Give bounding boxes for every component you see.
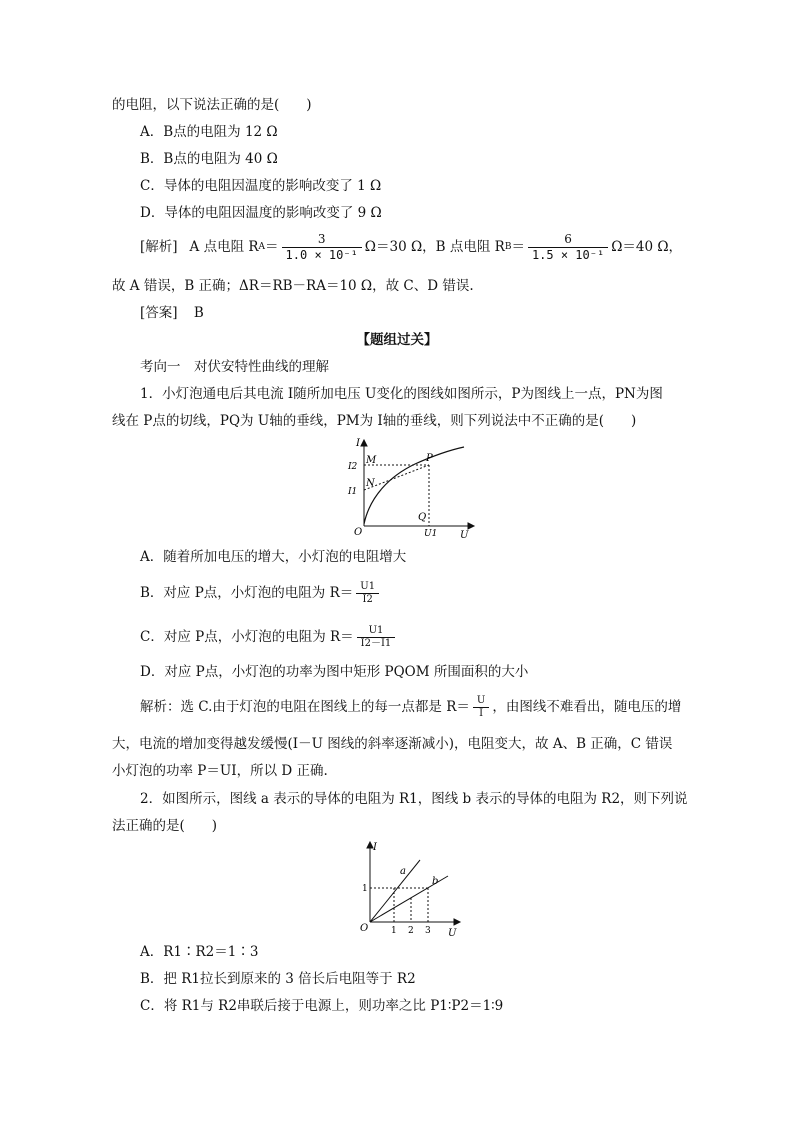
prev-question-stem: 的电阻，以下说法正确的是( ) — [112, 97, 312, 113]
q1-stem-line1: 1．小灯泡通电后其电流 I随所加电压 U变化的图线如图所示，P为图线上一点，PN为图 — [140, 386, 663, 402]
answer-label: [答案] — [140, 305, 178, 321]
prev-option-c: C．导体的电阻因温度的影响改变了 1 Ω — [140, 178, 382, 194]
topic-heading: 考向一 对伏安特性曲线的理解 — [140, 359, 329, 375]
q1-solution-fraction — [473, 695, 489, 720]
q2-tick-x2: 2 — [408, 926, 414, 936]
i-axis-arrow — [361, 440, 367, 446]
fraction-b-denominator: 1.5 × 10⁻¹ — [528, 247, 608, 263]
fraction-b-numerator: 6 — [564, 231, 572, 246]
q1-label-m: M — [366, 455, 377, 466]
q1-solution-denominator: I — [473, 707, 489, 720]
q2-option-b: B．把 R1拉长到原来的 3 倍长后电阻等于 R2 — [140, 971, 416, 987]
q1-label-origin: O — [354, 527, 363, 538]
analysis-label: [解析] — [140, 239, 178, 255]
fraction-a-numerator: 3 — [317, 231, 326, 246]
q1-label-p: P — [426, 453, 433, 464]
q1-option-b-numerator: U1 — [360, 580, 376, 592]
prev-analysis-line2: 故 A 错误，B 正确；ΔR＝RB－RA＝10 Ω，故 C、D 错误. — [112, 278, 474, 294]
q2-stem-line2: 法正确的是( ) — [112, 818, 218, 834]
q1-option-b-text: B．对应 P点，小灯泡的电阻为 R＝ — [140, 585, 354, 601]
q1-option-d: D．对应 P点，小灯泡的功率为图中矩形 PQOM 所围面积的大小 — [140, 664, 529, 680]
q2-tick-y1: 1 — [362, 884, 368, 894]
q1-solution-text-a: 解析：选 C.由于灯泡的电阻在图线上的每一点都是 R＝ — [140, 699, 470, 715]
q1-option-b-denominator: I2 — [356, 593, 379, 606]
q2-u-axis-arrow — [454, 919, 460, 925]
q1-option-b-fraction — [356, 581, 379, 606]
answer-value: B — [193, 305, 204, 321]
fraction-a-denominator: 1.0 × 10⁻¹ — [282, 247, 362, 263]
q1-label-u: U — [460, 530, 469, 541]
q1-label-n: N — [366, 478, 375, 489]
prev-option-d: D．导体的电阻因温度的影响改变了 9 Ω — [140, 205, 382, 221]
fraction-a — [282, 232, 362, 263]
q1-solution-numerator: U — [476, 694, 486, 706]
q2-tick-x3: 3 — [425, 926, 431, 936]
q1-option-b — [140, 576, 382, 610]
q2-option-c: C．将 R1与 R2串联后接于电源上，则功率之比 P1∶P2＝1∶9 — [140, 998, 504, 1014]
q1-label-i: I — [356, 438, 360, 449]
analysis-a-result: Ω＝30 Ω，B 点电阻 R — [364, 239, 505, 255]
q1-solution-text-b: ，由图线不难看出，随电压的增 — [492, 699, 682, 715]
q2-option-a: A．R1∶R2＝1∶3 — [140, 944, 259, 960]
q1-option-c-denominator: I2－I1 — [357, 637, 396, 650]
q2-tick-x1: 1 — [391, 926, 397, 936]
q1-option-a: A．随着所加电压的增大，小灯泡的电阻增大 — [140, 549, 407, 565]
prev-option-b: B．B点的电阻为 40 Ω — [140, 151, 278, 167]
q2-label-a: a — [400, 866, 406, 877]
q1-solution-line2: 大，电流的增加变得越发缓慢(I－U 图线的斜率逐渐减小)，电阻变大，故 A、B 正确，C 错误 — [112, 736, 673, 752]
analysis-a-text: A 点电阻 R — [189, 239, 259, 255]
q2-figure — [356, 840, 468, 938]
q1-option-c-numerator: U1 — [368, 624, 384, 636]
q2-label-u: U — [448, 928, 457, 938]
q2-label-origin: O — [360, 923, 369, 934]
q1-solution-line3: 小灯泡的功率 P＝UI，所以 D 正确. — [112, 763, 328, 779]
u-axis-arrow — [468, 523, 474, 529]
q1-label-i2: I2 — [348, 462, 358, 472]
line-a — [370, 860, 420, 922]
q1-option-c — [140, 620, 398, 654]
q1-label-i1: I1 — [348, 487, 358, 497]
q1-label-q: Q — [418, 512, 427, 523]
section-title: 【题组过关】 — [356, 332, 438, 348]
prev-analysis-line1: [解析] A 点电阻 R A ＝ $\frac{3}{\text{1.0 × 10⁻¹}}$ Ω＝30 Ω，B 点电阻 R B ＝ $\frac{6}{\text{1.5 × 10⁻¹}}$ Ω＝40 Ω， — [140, 231, 683, 262]
prev-answer — [140, 303, 204, 323]
q1-stem-line2: 线在 P点的切线，PQ为 U轴的垂线，PM为 I轴的垂线，则下列说法中不正确的是( ) — [112, 413, 637, 429]
q2-label-i: I — [373, 842, 377, 853]
q2-stem-line1: 2．如图所示，图线 a 表示的导体的电阻为 R1，图线 b 表示的导体的电阻为 R2，则下列说 — [140, 791, 688, 807]
i-u-curve — [364, 447, 464, 524]
q1-solution-line1 — [140, 690, 681, 724]
fraction-b — [528, 232, 608, 263]
analysis-b-result: Ω＝40 Ω， — [611, 239, 683, 255]
q1-figure — [340, 436, 480, 542]
prev-option-a: A．B点的电阻为 12 Ω — [140, 124, 278, 140]
q1-option-c-fraction — [357, 625, 396, 650]
q2-label-b: b — [432, 876, 439, 887]
q1-label-u1: U1 — [424, 529, 438, 539]
q1-option-c-text: C．对应 P点，小灯泡的电阻为 R＝ — [140, 629, 354, 645]
